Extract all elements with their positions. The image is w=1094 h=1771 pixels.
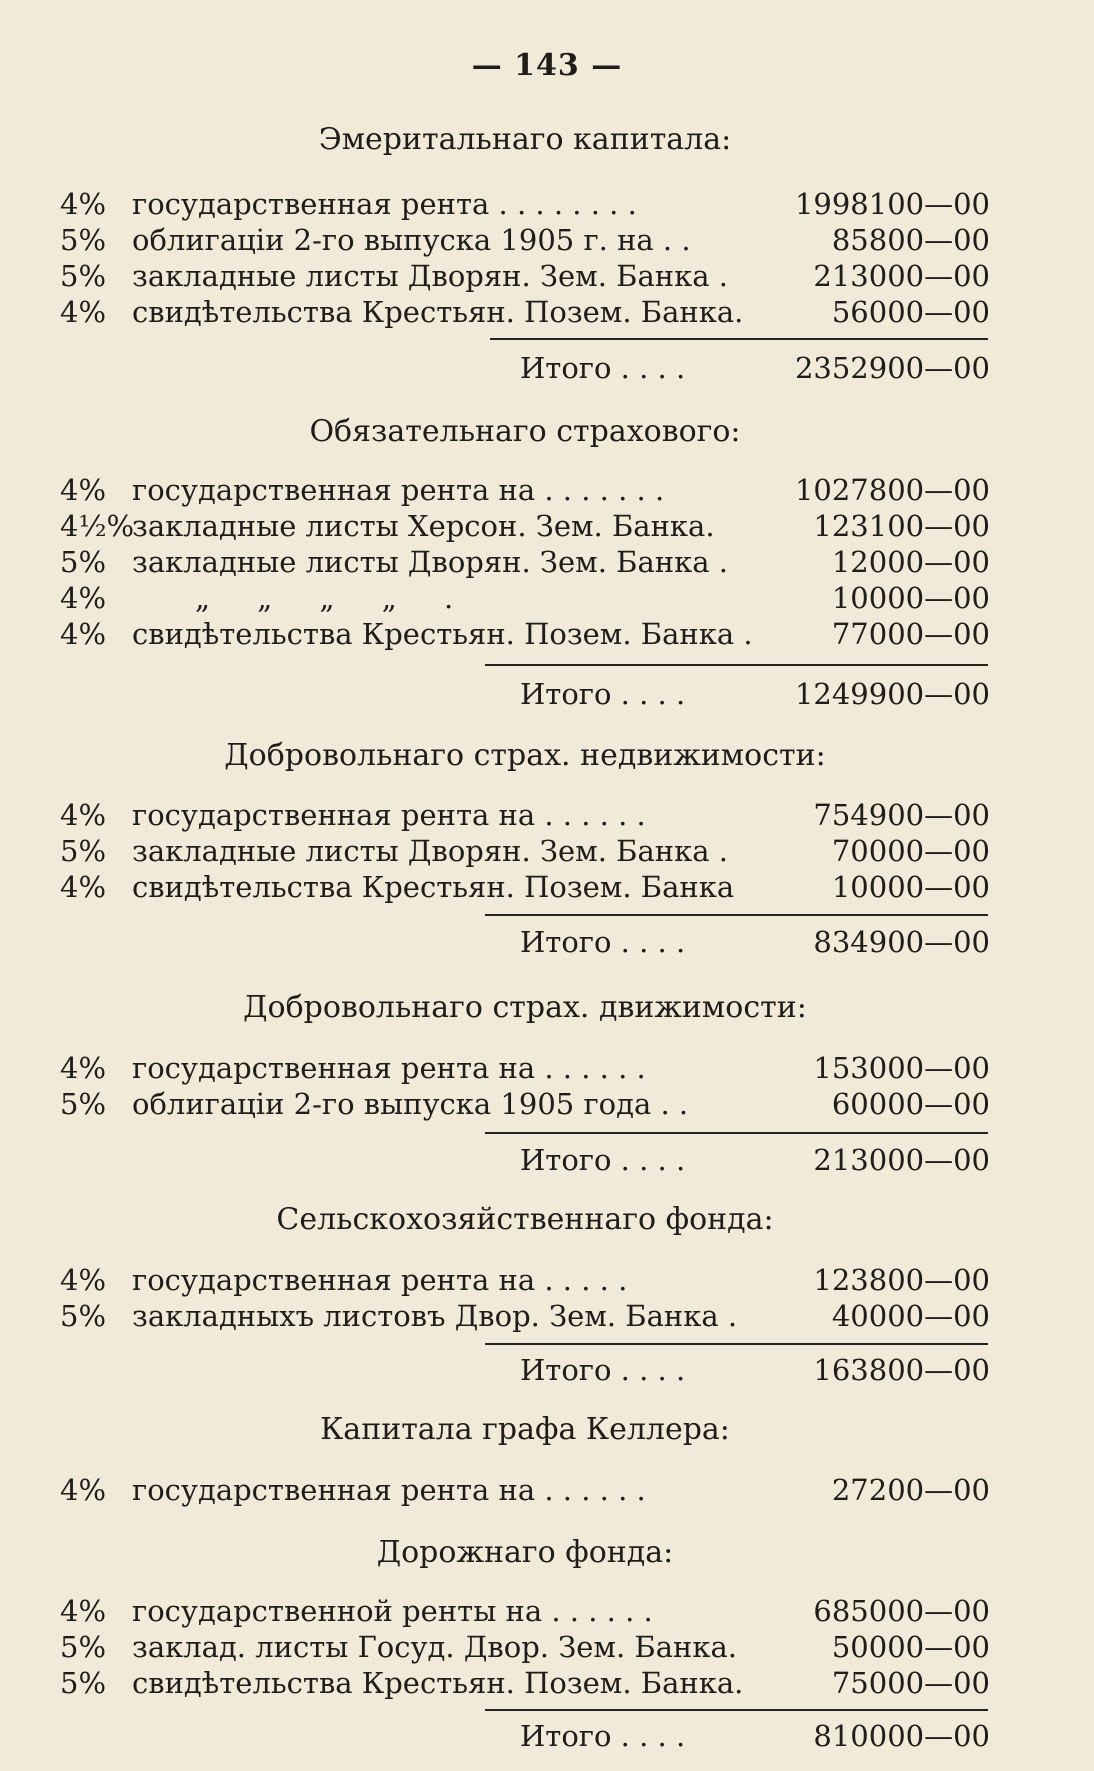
- total-rule: [490, 338, 988, 340]
- amount: 10000—00: [831, 870, 990, 904]
- section-heading: Эмеритальнаго капитала:: [318, 122, 732, 157]
- total-row: [60, 1140, 990, 1180]
- amount: 12000—00: [831, 545, 990, 579]
- section-heading: Сельскохозяйственнаго фонда:: [276, 1202, 774, 1237]
- total-amount: 2352900—00: [794, 351, 990, 385]
- security-description: государственная рента на . . . . . .: [132, 798, 646, 832]
- rate: 4%: [60, 1263, 107, 1297]
- holding-row: [60, 1086, 990, 1122]
- rate: 5%: [60, 1299, 107, 1333]
- amount: 40000—00: [831, 1299, 990, 1333]
- section-heading: Добровольнаго страх. недвижимости:: [224, 738, 826, 773]
- security-description: государственная рента на . . . . .: [132, 1263, 628, 1297]
- security-description: закладные листы Дворян. Зем. Банка .: [132, 834, 728, 868]
- rate: 4%: [60, 581, 107, 615]
- amount: 75000—00: [831, 1666, 990, 1700]
- security-description: государственная рента на . . . . . . .: [132, 473, 665, 507]
- rate: 5%: [60, 1666, 107, 1700]
- holding-row: [60, 222, 990, 258]
- security-description: государственная рента на . . . . . .: [132, 1051, 646, 1085]
- holding-row: [60, 1298, 990, 1334]
- total-row: [60, 1716, 990, 1756]
- amount: 153000—00: [813, 1051, 990, 1085]
- amount: 685000—00: [813, 1594, 990, 1628]
- total-label: Итого . . . .: [520, 925, 686, 959]
- holding-row: [60, 1262, 990, 1298]
- rate: 5%: [60, 545, 107, 579]
- holding-row: [60, 580, 990, 616]
- rate: 4%: [60, 617, 107, 651]
- total-row: [60, 922, 990, 962]
- total-row: [60, 348, 990, 388]
- rate: 4%: [60, 295, 107, 329]
- security-description: закладныхъ листовъ Двор. Зем. Банка .: [132, 1299, 738, 1333]
- section-heading: Обязательнаго страхового:: [309, 414, 741, 449]
- holding-row: [60, 869, 990, 905]
- security-description: закладные листы Дворян. Зем. Банка .: [132, 545, 728, 579]
- total-label: Итого . . . .: [520, 1719, 686, 1753]
- rate: 4%: [60, 187, 107, 221]
- total-amount: 810000—00: [813, 1719, 990, 1753]
- total-label: Итого . . . .: [520, 1353, 686, 1387]
- amount: 85800—00: [831, 223, 990, 257]
- total-label: Итого . . . .: [520, 351, 686, 385]
- total-rule: [485, 914, 988, 916]
- rate: 5%: [60, 223, 107, 257]
- rate: 5%: [60, 1087, 107, 1121]
- total-amount: 213000—00: [813, 1143, 990, 1177]
- total-row: [60, 1350, 990, 1390]
- rate: 4½%: [60, 509, 135, 543]
- rate: 4%: [60, 473, 107, 507]
- total-label: Итого . . . .: [520, 677, 686, 711]
- total-amount: 1249900—00: [794, 677, 990, 711]
- security-description: облигаціи 2-го выпуска 1905 г. на . .: [132, 223, 691, 257]
- security-description: свидѣтельства Крестьян. Позем. Банка .: [132, 617, 753, 651]
- rate: 4%: [60, 798, 107, 832]
- holding-row: [60, 294, 990, 330]
- amount: 50000—00: [831, 1630, 990, 1664]
- amount: 754900—00: [813, 798, 990, 832]
- amount: 56000—00: [831, 295, 990, 329]
- total-amount: 834900—00: [813, 925, 990, 959]
- amount: 123800—00: [813, 1263, 990, 1297]
- amount: 1027800—00: [794, 473, 990, 507]
- ditto-description: „ „ „ „ .: [195, 581, 454, 615]
- rate: 4%: [60, 1594, 107, 1628]
- total-amount: 163800—00: [813, 1353, 990, 1387]
- holding-row: [60, 616, 990, 652]
- amount: 10000—00: [831, 581, 990, 615]
- amount: 77000—00: [831, 617, 990, 651]
- security-description: заклад. листы Госуд. Двор. Зем. Банка.: [132, 1630, 737, 1664]
- holding-row: [60, 797, 990, 833]
- total-rule: [485, 1343, 988, 1345]
- total-rule: [485, 664, 988, 666]
- amount: 213000—00: [813, 259, 990, 293]
- amount: 60000—00: [831, 1087, 990, 1121]
- security-description: свидѣтельства Крестьян. Позем. Банка: [132, 870, 735, 904]
- rate: 5%: [60, 259, 107, 293]
- holding-row: [60, 258, 990, 294]
- security-description: свидѣтельства Крестьян. Позем. Банка.: [132, 1666, 744, 1700]
- total-rule: [485, 1709, 988, 1711]
- amount: 123100—00: [813, 509, 990, 543]
- security-description: государственная рента на . . . . . .: [132, 1473, 646, 1507]
- amount: 70000—00: [831, 834, 990, 868]
- holding-row: [60, 544, 990, 580]
- total-row: [60, 674, 990, 714]
- security-description: закладные листы Херсон. Зем. Банка.: [132, 509, 715, 543]
- rate: 4%: [60, 1473, 107, 1507]
- holding-row: [60, 1050, 990, 1086]
- page-number: — 143 —: [471, 48, 623, 83]
- amount: 27200—00: [831, 1473, 990, 1507]
- amount: 1998100—00: [794, 187, 990, 221]
- total-rule: [485, 1132, 988, 1134]
- holding-row: [60, 508, 990, 544]
- rate: 5%: [60, 834, 107, 868]
- holding-row: [60, 1593, 990, 1629]
- section-heading: Добровольнаго страх. движимости:: [243, 990, 807, 1025]
- holding-row: [60, 472, 990, 508]
- rate: 4%: [60, 1051, 107, 1085]
- section-heading: Капитала графа Келлера:: [320, 1412, 730, 1447]
- holding-row: [60, 833, 990, 869]
- security-description: государственной ренты на . . . . . .: [132, 1594, 653, 1628]
- security-description: государственная рента . . . . . . . .: [132, 187, 637, 221]
- rate: 4%: [60, 870, 107, 904]
- holding-row: [60, 1629, 990, 1665]
- security-description: свидѣтельства Крестьян. Позем. Банка.: [132, 295, 744, 329]
- total-label: Итого . . . .: [520, 1143, 686, 1177]
- rate: 5%: [60, 1630, 107, 1664]
- holding-row: [60, 1665, 990, 1701]
- holding-row: [60, 1472, 990, 1508]
- section-heading: Дорожнаго фонда:: [376, 1535, 674, 1570]
- security-description: закладные листы Дворян. Зем. Банка .: [132, 259, 728, 293]
- holding-row: [60, 186, 990, 222]
- security-description: облигаціи 2-го выпуска 1905 года . .: [132, 1087, 689, 1121]
